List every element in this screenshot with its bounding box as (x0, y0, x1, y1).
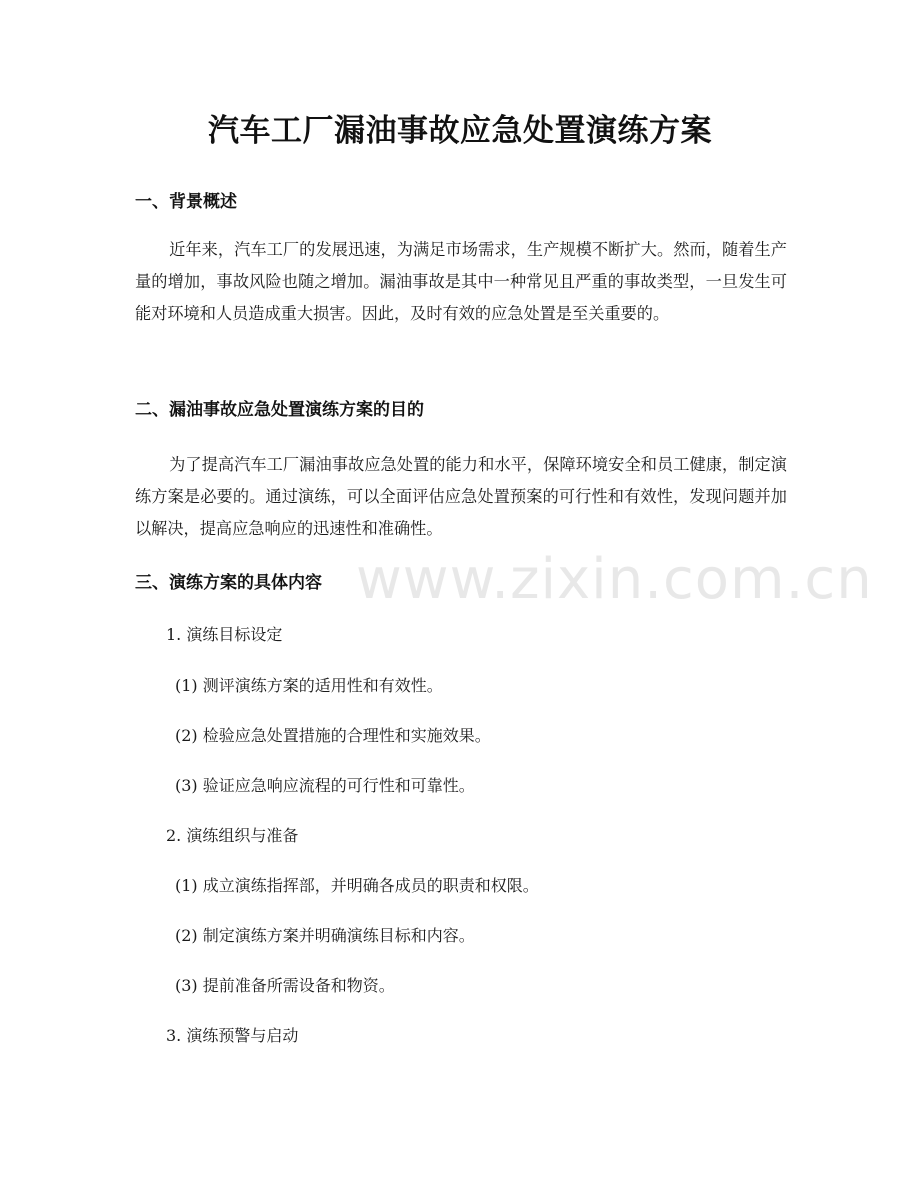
paragraph-text: 近年来，汽车工厂的发展迅速，为满足市场需求，生产规模不断扩大。然而，随着生产量的增加，事故风险也随之增加。漏油事故是其中一种常见且严重的事故类型，一旦发生可能对环境和人员造成重大损害。因此，及时有效的应急处置是至关重要的。 (135, 240, 787, 323)
section-heading-purpose: 二、漏油事故应急处置演练方案的目的 (135, 400, 424, 420)
list-item-level1: 3. 演练预警与启动 (166, 1026, 299, 1045)
section-paragraph-purpose (135, 449, 787, 545)
list-item-level2: (2) 检验应急处置措施的合理性和实施效果。 (175, 726, 491, 745)
section-heading-content: 三、演练方案的具体内容 (135, 573, 322, 593)
list-item-level2: (1) 测评演练方案的适用性和有效性。 (175, 676, 443, 695)
section-paragraph-background (135, 234, 787, 330)
list-item-level2: (1) 成立演练指挥部，并明确各成员的职责和权限。 (175, 876, 539, 895)
paragraph-text: 为了提高汽车工厂漏油事故应急处置的能力和水平，保障环境安全和员工健康，制定演练方案是必要的。通过演练，可以全面评估应急处置预案的可行性和有效性，发现问题并加以解决，提高应急响应的迅速性和准确性。 (135, 455, 787, 538)
list-item-level1: 1. 演练目标设定 (166, 625, 283, 644)
list-item-level2: (3) 验证应急响应流程的可行性和可靠性。 (175, 776, 475, 795)
document-title: 汽车工厂漏油事故应急处置演练方案 (208, 113, 712, 149)
list-item-level1: 2. 演练组织与准备 (166, 826, 299, 845)
list-item-level2: (3) 提前准备所需设备和物资。 (175, 976, 395, 995)
watermark: www.zixin.com.cn (356, 547, 873, 612)
list-item-level2: (2) 制定演练方案并明确演练目标和内容。 (175, 926, 475, 945)
section-heading-background: 一、背景概述 (135, 192, 237, 212)
